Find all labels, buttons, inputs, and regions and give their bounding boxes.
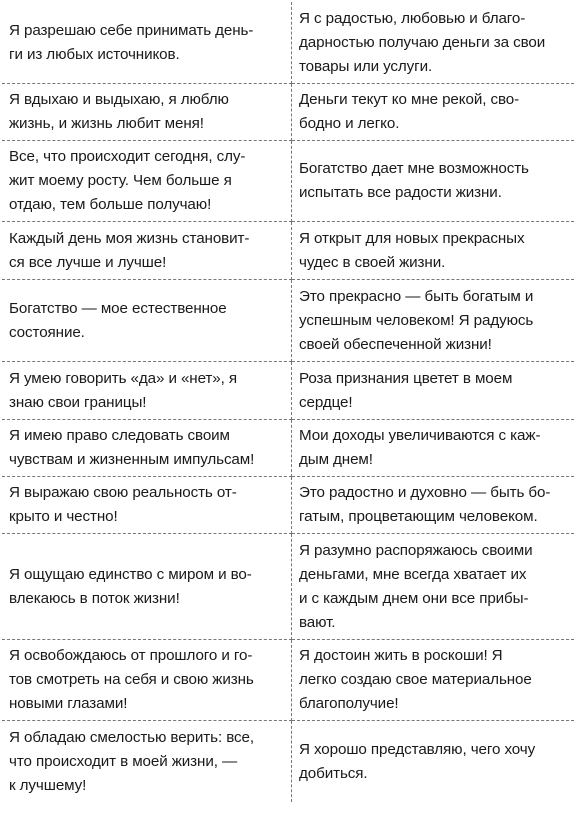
table-row <box>2 420 576 477</box>
affirmation-right: Я разумно распоряжаюсь своими деньгами, мне всегда хватает их и с каждым днем они все прибы- вают. <box>292 534 576 640</box>
affirmation-left: Богатство — мое естественное состояние. <box>2 280 292 362</box>
affirmation-left: Я вдыхаю и выдыхаю, я люблю жизнь, и жизнь любит меня! <box>2 84 292 141</box>
table-row <box>2 477 576 534</box>
affirmation-right: Я хорошо представляю, чего хочу добиться. <box>299 740 536 782</box>
affirmation-right: Я открыт для новых прекрасных чудес в своей жизни. <box>292 222 576 280</box>
affirmation-right: Я достоин жить в роскоши! Я легко создаю свое материальное благополучие! <box>292 640 576 721</box>
table-row <box>2 362 576 420</box>
affirmations-table <box>2 2 576 802</box>
affirmation-left: Я выражаю свою реальность от- крыто и честно! <box>2 477 292 534</box>
affirmation-left: Я освобождаюсь от прошлого и го- тов смотреть на себя и свою жизнь новыми глазами! <box>2 640 292 721</box>
table-row <box>2 2 576 84</box>
affirmation-right: Богатство дает мне возможность испытать все радости жизни. <box>292 141 576 222</box>
affirmation-left: Я имею право следовать своим чувствам и жизненным импульсам! <box>2 420 292 477</box>
table-row <box>2 534 576 640</box>
table-row <box>2 222 576 280</box>
affirmation-right: Это прекрасно — быть богатым и успешным человеком! Я радуюсь своей обеспеченной жизни! <box>292 280 576 362</box>
affirmation-right: Это радостно и духовно — быть бо- гатым, процветающим человеком. <box>292 477 576 534</box>
affirmation-left: Я обладаю смелостью верить: все, что происходит в моей жизни, — к лучшему! <box>2 721 292 803</box>
table-row <box>2 141 576 222</box>
affirmation-right: Мои доходы увеличиваются с каж- дым днем! <box>292 420 576 477</box>
affirmation-left: Я разрешаю себе принимать день- ги из любых источников. <box>2 2 292 84</box>
affirmation-left: Все, что происходит сегодня, слу- жит моему росту. Чем больше я отдаю, тем больше получаю! <box>2 141 292 222</box>
affirmation-left: Каждый день моя жизнь становит- ся все лучше и лучше! <box>2 222 292 280</box>
affirmation-left: Я ощущаю единство с миром и во- влекаюсь в поток жизни! <box>2 534 292 640</box>
affirmation-right: Я с радостью, любовью и благо- дарностью получаю деньги за свои товары или услуги. <box>292 2 576 84</box>
affirmation-right: Деньги текут ко мне рекой, сво- бодно и легко. <box>292 84 576 141</box>
table-row <box>2 280 576 362</box>
affirmation-left: Я умею говорить «да» и «нет», я знаю свои границы! <box>2 362 292 420</box>
table-row <box>2 640 576 721</box>
affirmation-right: Роза признания цветет в моем сердце! <box>292 362 576 420</box>
table-row <box>2 84 576 141</box>
table-row <box>2 721 576 803</box>
